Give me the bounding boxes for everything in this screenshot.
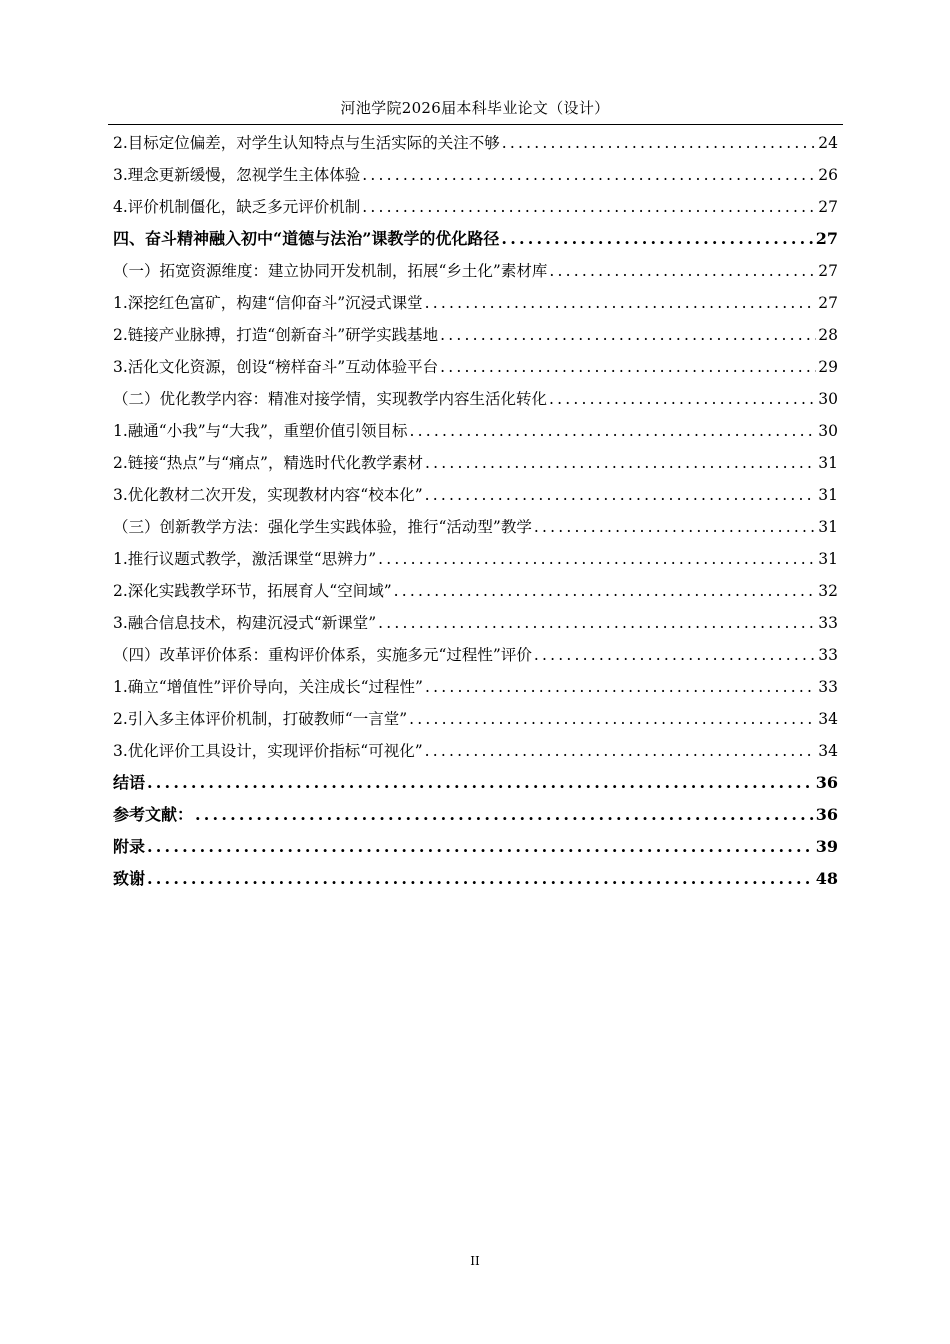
toc-entry[interactable] xyxy=(113,191,838,223)
toc-entry[interactable] xyxy=(113,671,838,703)
toc-entry[interactable] xyxy=(113,607,838,639)
toc-entry-page: 29 xyxy=(818,358,838,376)
toc-entry-title: 结语 xyxy=(113,773,146,792)
toc-entry-title: 3.活化文化资源，创设“榜样奋斗”互动体验平台 xyxy=(113,358,439,376)
toc-entry[interactable] xyxy=(113,511,838,543)
toc-entry-title: 3.理念更新缓慢，忽视学生主体体验 xyxy=(113,166,361,184)
toc-entry-title: （二）优化教学内容：精准对接学情，实现教学内容生活化转化 xyxy=(113,390,548,408)
toc-leader-dots xyxy=(425,447,816,479)
toc-leader-dots xyxy=(394,575,817,607)
toc-leader-dots xyxy=(425,735,817,767)
toc-entry[interactable] xyxy=(113,447,838,479)
toc-leader-dots xyxy=(425,479,817,511)
toc-entry-page: 31 xyxy=(818,518,838,536)
toc-leader-dots xyxy=(410,415,817,447)
toc-entry[interactable] xyxy=(113,159,838,191)
toc-entry-page: 27 xyxy=(818,262,838,280)
toc-entry-page: 28 xyxy=(818,326,838,344)
toc-entry-title: （三）创新教学方法：强化学生实践体验，推行“活动型”教学 xyxy=(113,518,532,536)
toc-entry[interactable] xyxy=(113,127,838,159)
toc-entry[interactable] xyxy=(113,575,838,607)
toc-entry-page: 34 xyxy=(818,710,838,728)
toc-leader-dots xyxy=(502,127,816,159)
toc-entry-title: 2.引入多主体评价机制，打破教师“一言堂” xyxy=(113,710,408,728)
toc-leader-dots xyxy=(549,255,816,287)
toc-entry[interactable] xyxy=(113,351,838,383)
toc-entry-page: 30 xyxy=(818,390,838,408)
toc-entry-page: 30 xyxy=(818,422,838,440)
toc-entry-page: 27 xyxy=(818,294,838,312)
toc-entry-title: 1.融通“小我”与“大我”，重塑价值引领目标 xyxy=(113,422,408,440)
toc-entry-page: 33 xyxy=(818,614,838,632)
toc-entry-title: 3.优化评价工具设计，实现评价指标“可视化” xyxy=(113,742,423,760)
toc-entry-title: 2.目标定位偏差，对学生认知特点与生活实际的关注不够 xyxy=(113,134,500,152)
toc-entry-title: 2.深化实践教学环节，拓展育人“空间域” xyxy=(113,582,392,600)
toc-leader-dots xyxy=(362,191,816,223)
toc-entry-title: 附录 xyxy=(113,837,146,856)
toc-leader-dots xyxy=(195,799,814,831)
toc-leader-dots xyxy=(534,511,816,543)
toc-entry[interactable] xyxy=(113,863,838,895)
toc-entry-page: 27 xyxy=(815,229,838,248)
toc-entry[interactable] xyxy=(113,287,838,319)
toc-entry[interactable] xyxy=(113,543,838,575)
toc-entry[interactable] xyxy=(113,799,838,831)
toc-entry[interactable] xyxy=(113,703,838,735)
toc-entry-title: （四）改革评价体系：重构评价体系，实施多元“过程性”评价 xyxy=(113,646,532,664)
header-rule xyxy=(108,124,843,125)
toc-leader-dots xyxy=(378,607,816,639)
toc-entry[interactable] xyxy=(113,639,838,671)
toc-entry[interactable] xyxy=(113,223,838,255)
toc-entry[interactable] xyxy=(113,831,838,863)
toc-entry-page: 24 xyxy=(818,134,838,152)
toc-entry-title: 4.评价机制僵化，缺乏多元评价机制 xyxy=(113,198,361,216)
toc-entry[interactable] xyxy=(113,735,838,767)
toc-leader-dots xyxy=(425,671,816,703)
toc-entry-page: 33 xyxy=(818,646,838,664)
toc-leader-dots xyxy=(549,383,816,415)
toc-entry[interactable] xyxy=(113,415,838,447)
toc-entry-title: 四、奋斗精神融入初中“道德与法治”课教学的优化路径 xyxy=(113,229,500,248)
toc-entry[interactable] xyxy=(113,479,838,511)
toc-entry-title: 致谢 xyxy=(113,869,146,888)
toc-leader-dots xyxy=(147,831,814,863)
toc-entry-page: 26 xyxy=(818,166,838,184)
toc-entry[interactable] xyxy=(113,255,838,287)
toc-entry-page: 36 xyxy=(815,805,838,824)
toc-entry-page: 39 xyxy=(815,837,838,856)
page-header: 河池学院2026届本科毕业论文（设计） xyxy=(340,99,610,117)
toc-entry-page: 34 xyxy=(818,742,838,760)
toc-entry[interactable] xyxy=(113,767,838,799)
toc-entry-page: 27 xyxy=(818,198,838,216)
toc-leader-dots xyxy=(147,767,814,799)
toc-entry-page: 31 xyxy=(818,454,838,472)
toc-entry-title: 3.融合信息技术，构建沉浸式“新课堂” xyxy=(113,614,377,632)
toc-entry-title: 参考文献： xyxy=(113,805,194,824)
toc-leader-dots xyxy=(362,159,816,191)
toc-entry[interactable] xyxy=(113,383,838,415)
toc-leader-dots xyxy=(440,351,816,383)
toc-leader-dots xyxy=(425,287,817,319)
page-number: II xyxy=(470,1254,480,1268)
toc-leader-dots xyxy=(409,703,816,735)
toc-leader-dots xyxy=(440,319,816,351)
toc-entry-title: 3.优化教材二次开发，实现教材内容“校本化” xyxy=(113,486,423,504)
toc-entry-page: 31 xyxy=(818,486,838,504)
toc-entry-page: 31 xyxy=(818,550,838,568)
toc-entry-page: 32 xyxy=(818,582,838,600)
toc-entry-title: 1.深挖红色富矿，构建“信仰奋斗”沉浸式课堂 xyxy=(113,294,423,312)
toc-entry-page: 33 xyxy=(818,678,838,696)
toc-entry-title: 1.确立“增值性”评价导向，关注成长“过程性” xyxy=(113,678,423,696)
toc-entry-page: 36 xyxy=(815,773,838,792)
toc-leader-dots xyxy=(147,863,814,895)
table-of-contents xyxy=(113,127,838,895)
toc-entry-title: 2.链接“热点”与“痛点”，精选时代化教学素材 xyxy=(113,454,423,472)
toc-entry-title: 2.链接产业脉搏，打造“创新奋斗”研学实践基地 xyxy=(113,326,439,344)
toc-leader-dots xyxy=(534,639,816,671)
toc-entry-title: 1.推行议题式教学，激活课堂“思辨力” xyxy=(113,550,377,568)
toc-entry-title: （一）拓宽资源维度：建立协同开发机制，拓展“乡土化”素材库 xyxy=(113,262,548,280)
toc-entry[interactable] xyxy=(113,319,838,351)
toc-leader-dots xyxy=(378,543,816,575)
toc-leader-dots xyxy=(501,223,813,255)
toc-entry-page: 48 xyxy=(815,869,838,888)
